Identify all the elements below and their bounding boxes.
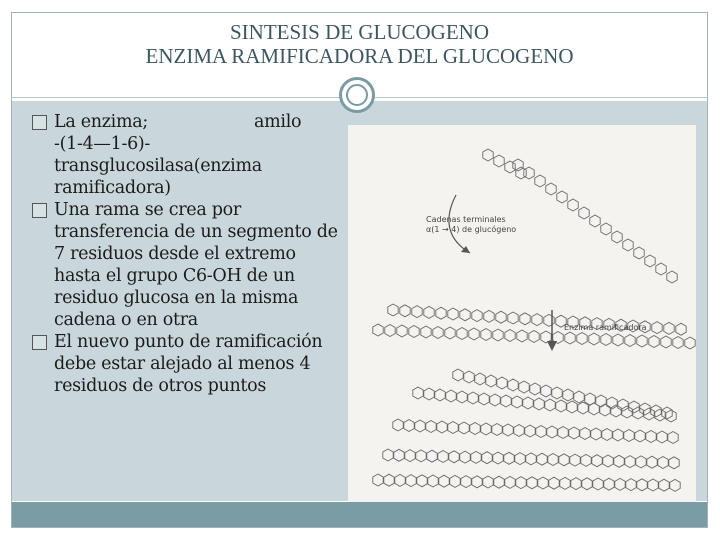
bullet-text: Una rama se crea por transferencia de un segmento de 7 residuos desde el extremo hasta el grupo C6-OH de un residuo glucosa en la misma cadena o en otra [54, 200, 338, 330]
glucose-residue-icon [635, 430, 645, 442]
glucose-residue-icon [647, 456, 657, 468]
checkbox-bullet-icon [32, 115, 47, 130]
glucose-residue-icon [618, 399, 628, 411]
glucose-residue-icon [577, 333, 587, 345]
glucose-residue-icon [472, 476, 482, 488]
glucose-residue-icon [435, 389, 445, 401]
glucose-residue-icon [385, 325, 395, 337]
glycogen-branching-figure [348, 125, 696, 502]
checkbox-bullet-icon [32, 335, 47, 350]
glucose-residue-icon [614, 455, 624, 467]
glucose-residue-icon [449, 451, 459, 463]
glucose-residue-icon [412, 306, 422, 318]
glucose-residue-icon [468, 392, 478, 404]
glucose-residue-icon [508, 312, 518, 324]
glucose-residue-icon [448, 308, 458, 320]
glucose-residue-icon [548, 454, 558, 466]
glucose-residue-icon [519, 381, 529, 393]
glucose-residue-icon [578, 402, 588, 414]
glucose-residue-icon [615, 478, 625, 490]
glucose-residue-icon [667, 271, 677, 283]
glucose-residue-icon [469, 328, 479, 340]
glucose-residue-icon [592, 455, 602, 467]
glucose-residue-icon [492, 424, 502, 436]
glucose-residue-icon [460, 451, 470, 463]
glucose-residue-icon [479, 393, 489, 405]
glucose-residue-icon [512, 396, 522, 408]
glucose-residue-icon [557, 191, 567, 203]
glucose-residue-icon [612, 231, 622, 243]
glucose-residue-icon [593, 478, 603, 490]
glucose-residue-icon [580, 428, 590, 440]
glucose-residue-icon [496, 311, 506, 323]
glucose-residue-icon [453, 369, 463, 381]
glucose-residue-icon [439, 475, 449, 487]
glucose-residue-icon [481, 329, 491, 341]
glucose-residue-icon [657, 431, 667, 443]
glucose-residue-icon [676, 323, 686, 335]
glucose-residue-icon [560, 477, 570, 489]
glucose-residue-icon [636, 456, 646, 468]
glucose-residue-icon [579, 207, 589, 219]
glucose-residue-icon [400, 305, 410, 317]
glucose-residue-icon [552, 387, 562, 399]
glucose-residue-icon [644, 408, 654, 420]
glucose-residue-icon [664, 322, 674, 334]
footer-bar [12, 502, 707, 527]
glucose-residue-icon [436, 307, 446, 319]
label-terminal-chains-2: α(1 → 4) de glucógeno [426, 225, 517, 234]
glucose-residue-icon [516, 477, 526, 489]
glucose-residue-icon [384, 474, 394, 486]
glucose-residue-icon [623, 239, 633, 251]
glucose-residue-icon [373, 324, 383, 336]
glucose-residue-icon [415, 420, 425, 432]
glucose-residue-icon [428, 475, 438, 487]
glucose-residue-icon [397, 325, 407, 337]
glucose-residue-icon [546, 183, 556, 195]
glucose-residue-icon [669, 457, 679, 469]
slide-title-line2: ENZIMA RAMIFICADORA DEL GLUCOGENO [145, 44, 574, 68]
glucose-residue-icon [613, 429, 623, 441]
glucose-residue-icon [529, 331, 539, 343]
glucose-residue-icon [527, 477, 537, 489]
glucose-residue-icon [405, 450, 415, 462]
label-terminal-chains: Cadenas terminales [426, 215, 506, 224]
glucose-residue-icon [475, 373, 485, 385]
glucose-residue-icon [504, 452, 514, 464]
glucose-residue-icon [493, 452, 503, 464]
glucose-residue-icon [505, 476, 515, 488]
glucose-residue-icon [622, 406, 632, 418]
glucose-residue-icon [659, 479, 669, 491]
glucose-residue-icon [589, 403, 599, 415]
glucose-residue-icon [601, 334, 611, 346]
glucose-residue-icon [534, 398, 544, 410]
glucose-residue-icon [517, 330, 527, 342]
glucose-residue-icon [549, 477, 559, 489]
slide-title-line1: SINTESIS DE GLUCOGENO [230, 20, 489, 44]
glucose-residue-icon [459, 422, 469, 434]
glucose-residue-icon [416, 450, 426, 462]
glucose-residue-icon [645, 255, 655, 267]
glucose-residue-icon [417, 475, 427, 487]
glucose-residue-icon [503, 424, 513, 436]
bullet-item [32, 331, 344, 397]
glucose-residue-icon [424, 388, 434, 400]
glucose-residue-icon [537, 453, 547, 465]
glucose-residue-icon [600, 404, 610, 416]
glucose-residue-icon [538, 477, 548, 489]
glucose-residue-icon [646, 431, 656, 443]
glucose-residue-icon [591, 428, 601, 440]
glucose-residue-icon [626, 479, 636, 491]
glucose-residue-icon [482, 452, 492, 464]
glucose-residue-icon [501, 395, 511, 407]
glucose-residue-icon [603, 455, 613, 467]
arrow-down-head-icon [547, 341, 557, 351]
glucose-residue-icon [373, 474, 383, 486]
glucose-residue-icon [483, 149, 493, 161]
glucose-residue-icon [656, 263, 666, 275]
glucose-residue-icon [570, 454, 580, 466]
glucose-residue-icon [532, 314, 542, 326]
glucose-residue-icon [524, 167, 534, 179]
glucose-residue-icon [427, 450, 437, 462]
checkbox-bullet-icon [32, 203, 47, 218]
glucose-residue-icon [567, 401, 577, 413]
glucose-residue-icon [426, 421, 436, 433]
glucose-residue-icon [625, 335, 635, 347]
glucose-residue-icon [445, 327, 455, 339]
glucose-residue-icon [582, 478, 592, 490]
glucose-residue-icon [547, 426, 557, 438]
glucose-residue-icon [446, 390, 456, 402]
glucose-residue-icon [438, 451, 448, 463]
glucose-residue-icon [484, 310, 494, 322]
glucose-residue-icon [581, 454, 591, 466]
glucose-residue-icon [437, 421, 447, 433]
glucose-residue-icon [541, 385, 551, 397]
glucose-residue-icon [409, 326, 419, 338]
glucose-residue-icon [494, 155, 504, 167]
glucose-residue-icon [393, 419, 403, 431]
glucose-residue-icon [685, 337, 695, 349]
glucose-residue-icon [602, 429, 612, 441]
glucose-residue-icon [535, 175, 545, 187]
glucose-residue-icon [637, 479, 647, 491]
glucose-residue-icon [569, 427, 579, 439]
bullet-item [32, 111, 344, 199]
glucose-residue-icon [624, 430, 634, 442]
glucose-residue-icon [406, 475, 416, 487]
glucose-residue-icon [497, 377, 507, 389]
glucose-residue-icon [604, 478, 614, 490]
glucose-residue-icon [490, 394, 500, 406]
glucose-residue-icon [505, 330, 515, 342]
glucose-residue-icon [413, 387, 423, 399]
glucose-residue-icon [523, 397, 533, 409]
glucose-residue-icon [574, 391, 584, 403]
bullet-rest: -(1-4—1-6)-transglucosilasa(enzima ramificadora) [54, 134, 262, 198]
glucose-residue-icon [563, 389, 573, 401]
glucose-residue-icon [571, 478, 581, 490]
glucose-residue-icon [460, 309, 470, 321]
glucose-residue-icon [590, 215, 600, 227]
glucose-residue-icon [481, 423, 491, 435]
glucose-residue-icon [625, 456, 635, 468]
arrow-curve [449, 195, 470, 253]
glucose-residue-icon [559, 454, 569, 466]
glucose-residue-icon [648, 479, 658, 491]
glucose-residue-icon [483, 476, 493, 488]
glucose-residue-icon [448, 422, 458, 434]
glucose-residue-icon [514, 425, 524, 437]
glucose-residue-icon [658, 457, 668, 469]
glucose-residue-icon [421, 326, 431, 338]
glucose-residue-icon [589, 333, 599, 345]
glucose-residue-icon [470, 423, 480, 435]
glucose-residue-icon [634, 247, 644, 259]
glucose-residue-icon [515, 453, 525, 465]
glucose-residue-icon [530, 383, 540, 395]
glucose-residue-icon [486, 375, 496, 387]
glucose-residue-icon [652, 322, 662, 334]
glucose-residue-icon [526, 453, 536, 465]
glucose-residue-icon [520, 313, 530, 325]
glucose-residue-icon [601, 223, 611, 235]
glucose-residue-icon [662, 407, 672, 419]
glucose-residue-icon [457, 328, 467, 340]
glucose-residue-icon [464, 371, 474, 383]
glucose-residue-icon [649, 336, 659, 348]
glucose-residue-icon [666, 410, 676, 422]
bullet-item [32, 199, 344, 331]
glucose-residue-icon [568, 199, 578, 211]
glucose-residue-icon [388, 304, 398, 316]
bullet-lead: La enzima; [54, 112, 148, 132]
glucose-residue-icon [661, 336, 671, 348]
glucose-residue-icon [536, 426, 546, 438]
glucose-residue-icon [505, 161, 515, 173]
glucose-residue-icon [457, 391, 467, 403]
glucose-residue-icon [424, 306, 434, 318]
glucose-residue-icon [558, 427, 568, 439]
glucose-residue-icon [472, 310, 482, 322]
figure-svg [348, 125, 696, 502]
glucose-residue-icon [450, 475, 460, 487]
glucose-residue-icon [613, 334, 623, 346]
glucose-residue-icon [668, 432, 678, 444]
glucose-residue-icon [395, 474, 405, 486]
glucose-residue-icon [471, 451, 481, 463]
label-branching-enzyme: Enzima ramificadora [564, 323, 647, 332]
glucose-residue-icon [461, 476, 471, 488]
glucose-residue-icon [494, 476, 504, 488]
glucose-residue-icon [565, 332, 575, 344]
glucose-residue-icon [508, 379, 518, 391]
bullet-text: El nuevo punto de ramificación debe estar alejado al menos 4 residuos de otros puntos [54, 332, 323, 396]
bullet-trail: amilo [254, 112, 302, 132]
divider-ring-icon [339, 77, 375, 113]
glucose-residue-icon [545, 399, 555, 411]
glucose-residue-icon [383, 449, 393, 461]
glucose-residue-icon [637, 335, 647, 347]
glucose-residue-icon [493, 329, 503, 341]
glucose-residue-icon [433, 327, 443, 339]
glucose-residue-icon [404, 420, 414, 432]
bullet-list [32, 111, 344, 397]
glucose-residue-icon [525, 425, 535, 437]
glucose-residue-icon [556, 400, 566, 412]
glucose-residue-icon [394, 449, 404, 461]
glucose-residue-icon [673, 337, 683, 349]
glucose-residue-icon [670, 479, 680, 491]
